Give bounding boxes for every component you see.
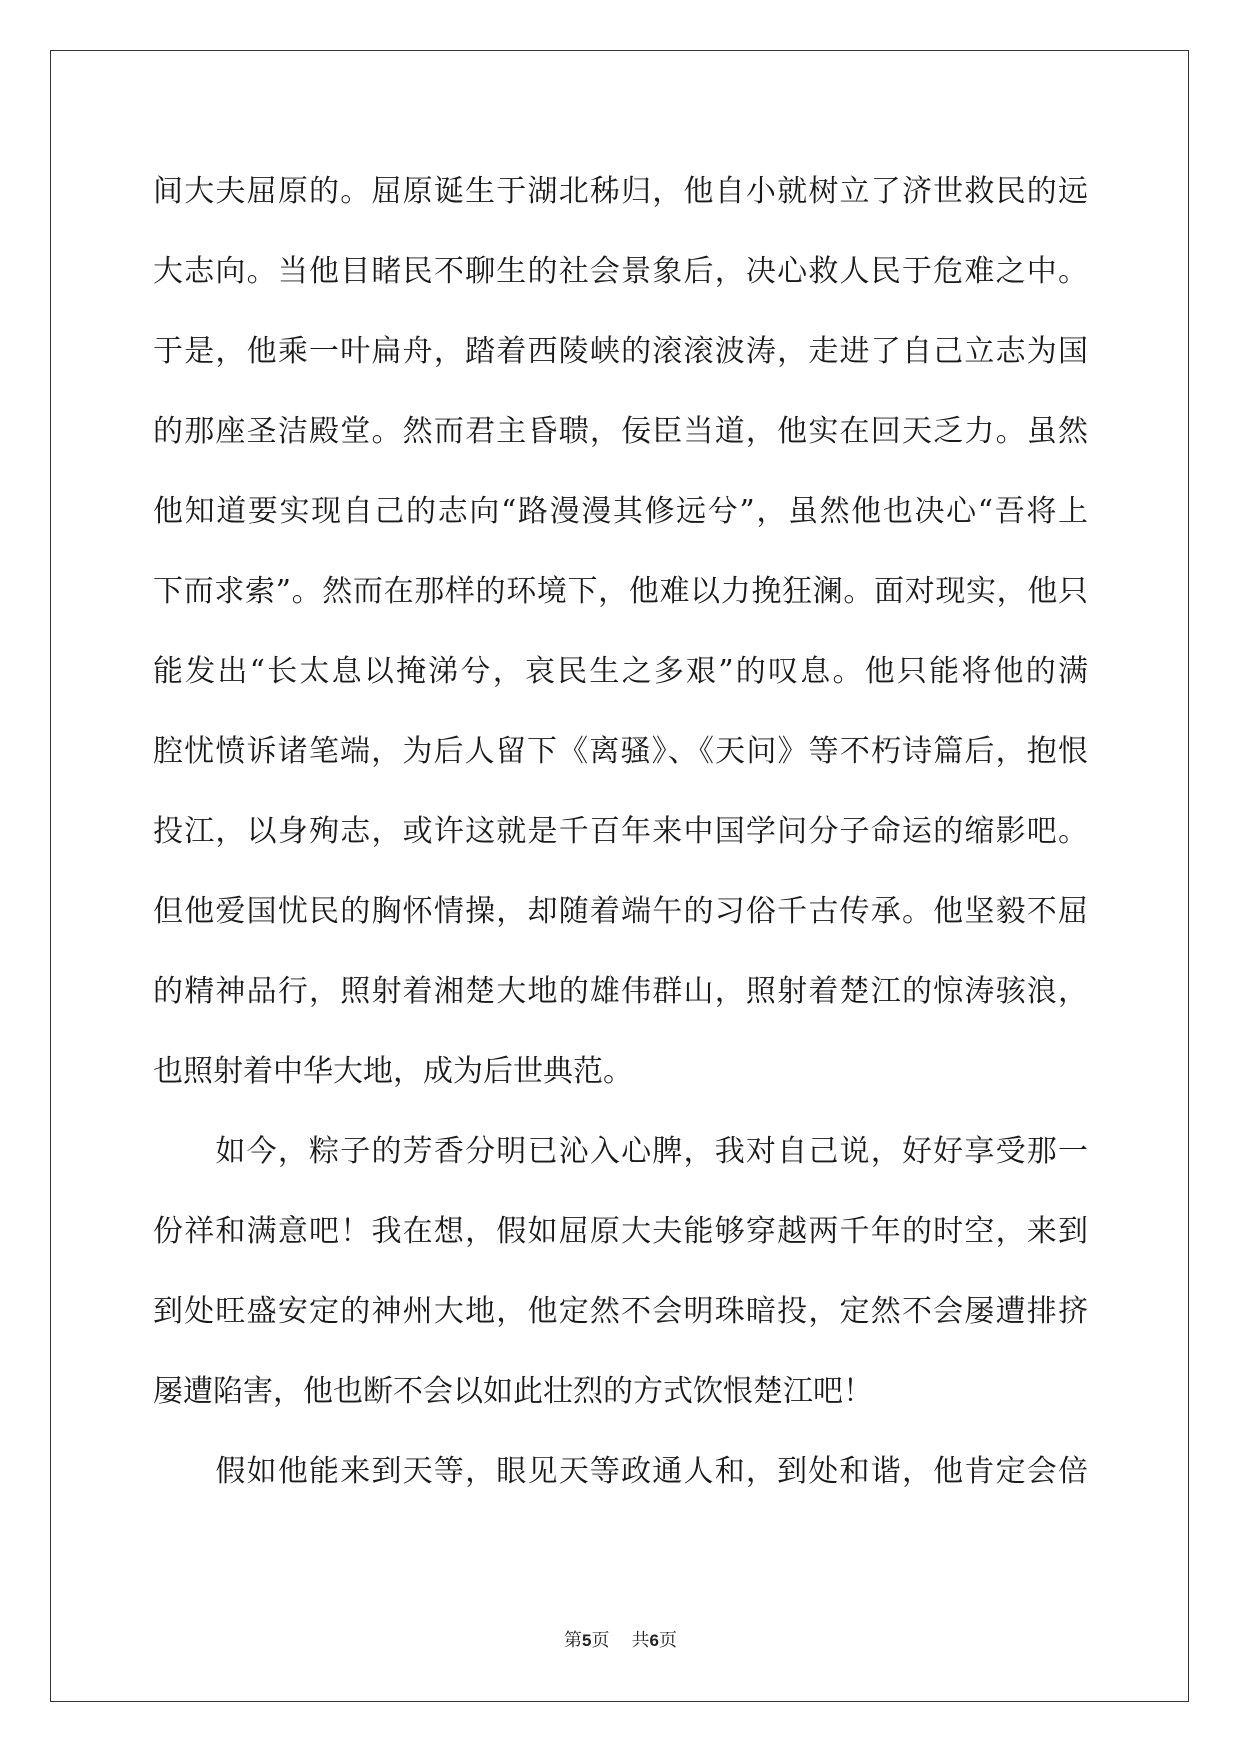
text-line: 假如他能来到天等，眼见天等政通人和，到处和谐，他肯定会倍 xyxy=(153,1454,1088,1489)
text-line: 如今，粽子的芳香分明已沁入心脾，我对自己说，好好享受那一 xyxy=(153,1134,1088,1169)
text-line: 间大夫屈原的。屈原诞生于湖北秭归，他自小就树立了济世救民的远 xyxy=(153,174,1088,209)
text-line: 份祥和满意吧！我在想，假如屈原大夫能够穿越两千年的时空，来到 xyxy=(153,1214,1088,1249)
total-label-prefix: 共 xyxy=(631,1630,650,1651)
text-line: 腔忧愤诉诸笔端，为后人留下《离骚》、《天问》等不朽诗篇后，抱恨 xyxy=(153,734,1088,769)
document-body xyxy=(153,164,1088,1524)
text-line: 下而求索”。然而在那样的环境下，他难以力挽狂澜。面对现实，他只 xyxy=(153,574,1088,609)
text-line: 他知道要实现自己的志向“路漫漫其修远兮”，虽然他也决心“吾将上 xyxy=(153,494,1088,529)
page-label-suffix: 页 xyxy=(591,1630,610,1651)
total-page-number: 6 xyxy=(649,1631,659,1650)
text-line: 但他爱国忧民的胸怀情操，却随着端午的习俗千古传承。他坚毅不屈 xyxy=(153,894,1088,929)
text-line: 的精神品行，照射着湘楚大地的雄伟群山，照射着楚江的惊涛骇浪， xyxy=(153,974,1088,1009)
text-line: 到处旺盛安定的神州大地，他定然不会明珠暗投，定然不会屡遭排挤 xyxy=(153,1294,1088,1329)
text-line: 的那座圣洁殿堂。然而君主昏聩，佞臣当道，他实在回天乏力。虽然 xyxy=(153,414,1088,449)
total-label-suffix: 页 xyxy=(658,1630,677,1651)
page-footer xyxy=(0,1626,1241,1652)
text-line: 能发出“长太息以掩涕兮，哀民生之多艰”的叹息。他只能将他的满 xyxy=(153,654,1088,689)
text-line: 投江，以身殉志，或许这就是千百年来中国学问分子命运的缩影吧。 xyxy=(153,814,1088,849)
text-line: 屡遭陷害，他也断不会以如此壮烈的方式饮恨楚江吧！ xyxy=(153,1374,873,1409)
text-line: 大志向。当他目睹民不聊生的社会景象后，决心救人民于危难之中。 xyxy=(153,254,1088,289)
page-label-prefix: 第 xyxy=(564,1630,583,1651)
current-page-number: 5 xyxy=(582,1631,592,1650)
text-line: 也照射着中华大地，成为后世典范。 xyxy=(153,1054,633,1089)
text-line: 于是，他乘一叶扁舟，踏着西陵峡的滚滚波涛，走进了自己立志为国 xyxy=(153,334,1088,369)
